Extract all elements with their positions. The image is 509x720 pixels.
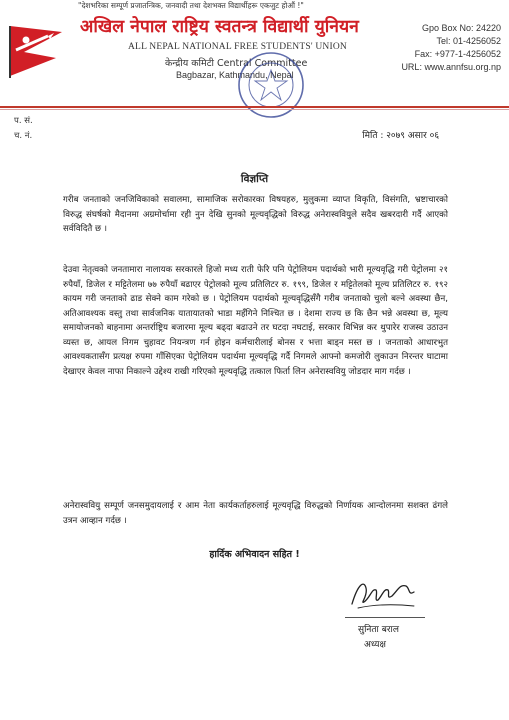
notice-title: विज्ञप्ति	[240, 173, 269, 185]
reference-block	[14, 114, 33, 144]
closing-greeting: हार्दिक अभिवादन सहित !	[209, 549, 300, 560]
notice-paragraph-2: देउवा नेतृत्वको जनतामारा नालायक सरकारले हिजो मध्य राती फेरि पनि पेट्रोलियम पदार्थको भारी मूल्यवृद्धि गरी पेट्रोलमा २१ रुपैयाँ, डिजेल र मट्टितेलमा ७७ रुपैयाँ बढाएर पेट्रोलको मूल्य प्रतिलिटर रु. १९९, डिजेल र मट्टितेलको मूल्य प्रतिलिटर रु. १९२ कायम गरी जनताको ढाड सेक्ने काम गरेको छ । पेट्रोलियम पदार्थको मूल्यवृद्धिसँगै गरीब जनताको चुलो बल्ने अवस्था छैन, अतिआवश्यक वस्तु तथा सार्वजनिक यातायातको भाडा महँगिने निश्चित छ । देशमा राज्य छ कि छैन भन्ने अवस्था छ, मूल्य समायोजनको बाहनामा अन्तर्राष्ट्रिय बजारमा मूल्य बढ्दा बढाउने तर घटदा नघटाई, सरकार विभिन्न कर थुपारेर राजस्व उठाउन व्यस्त छ, आयल निगम चुहावट नियन्त्रण गर्न होइन कर्मचारीलाई बोनस र भत्ता बाड्न मस्त छ । जनताको आधारभुत आवश्यकतासँग प्रत्यक्ष रुपमा गाँसिएका पेट्रोलियम पदार्थमा मूल्यवृद्धि गर्दै निगमले आफ्नो कमजोरी लुकाउन निरन्तर घाटामा देखाएर केवल नाफा निकाल्ने उद्देश्य राखी गरिएको मूल्यवृद्धि तत्काल फिर्ता लिन अनेरास्ववियु जोडदार माग गर्दछ ।	[63, 265, 448, 377]
tagline: "देशभरिका सम्पूर्ण प्रजातन्त्रिक, जनवादी तथा देशभक्त विद्यार्थीहरू एकजुट होऔं !"	[78, 1, 304, 10]
reference-cha-na: च. नं.	[14, 131, 33, 141]
org-name-nepali: अखिल नेपाल राष्ट्रिय स्वतन्त्र विद्यार्थी युनियन	[80, 17, 359, 37]
website: URL: www.annfsu.org.np	[401, 62, 501, 72]
header-divider-thin	[0, 109, 509, 110]
org-name-english: ALL NEPAL NATIONAL FREE STUDENTS' UNION	[128, 42, 347, 52]
signature-line	[345, 617, 425, 618]
header-divider	[0, 106, 509, 108]
committee-label: केन्द्रीय कमिटी Central Committee	[165, 58, 308, 69]
fax: Fax: +977-1-4256052	[414, 49, 501, 59]
org-address: Bagbazar, Kathmandu, Nepal	[176, 70, 294, 80]
handwritten-signature	[348, 574, 420, 614]
letter-date: मिति : २०७९ असार ०६	[362, 131, 439, 141]
party-flag-logo	[4, 16, 68, 80]
signer-name: सुनिता बराल	[358, 625, 399, 635]
notice-paragraph-3: अनेरास्ववियु सम्पूर्ण जनसमुदायलाई र आम नेता कार्यकर्ताहरुलाई मूल्यवृद्धि विरुद्धको निर्णायक आन्दोलनमा सशक्त ढंगले उत्रन आव्हान गर्दछ ।	[63, 501, 448, 526]
contact-block	[401, 22, 501, 74]
po-box: Gpo Box No: 24220	[421, 23, 501, 33]
notice-paragraph-1: गरीब जनताको जनजिविकाको सवालमा, सामाजिक सरोकारका विषयहरु, मुलुकमा व्याप्त विकृति, विसंगति, भ्रष्टाचारको विरुद्ध संघर्षको मैदानमा अग्रमोर्चामा रही नुन देखि सुनको मूल्यवृद्धिको विरुद्ध अनेरास्ववियुले सदैव खबरदारी गर्दै आएको सर्वविदितै छ ।	[63, 195, 448, 234]
signer-title: अध्यक्ष	[364, 640, 386, 650]
reference-pa-sa: प. सं.	[14, 116, 33, 126]
telephone: Tel: 01-4256052	[436, 36, 501, 46]
